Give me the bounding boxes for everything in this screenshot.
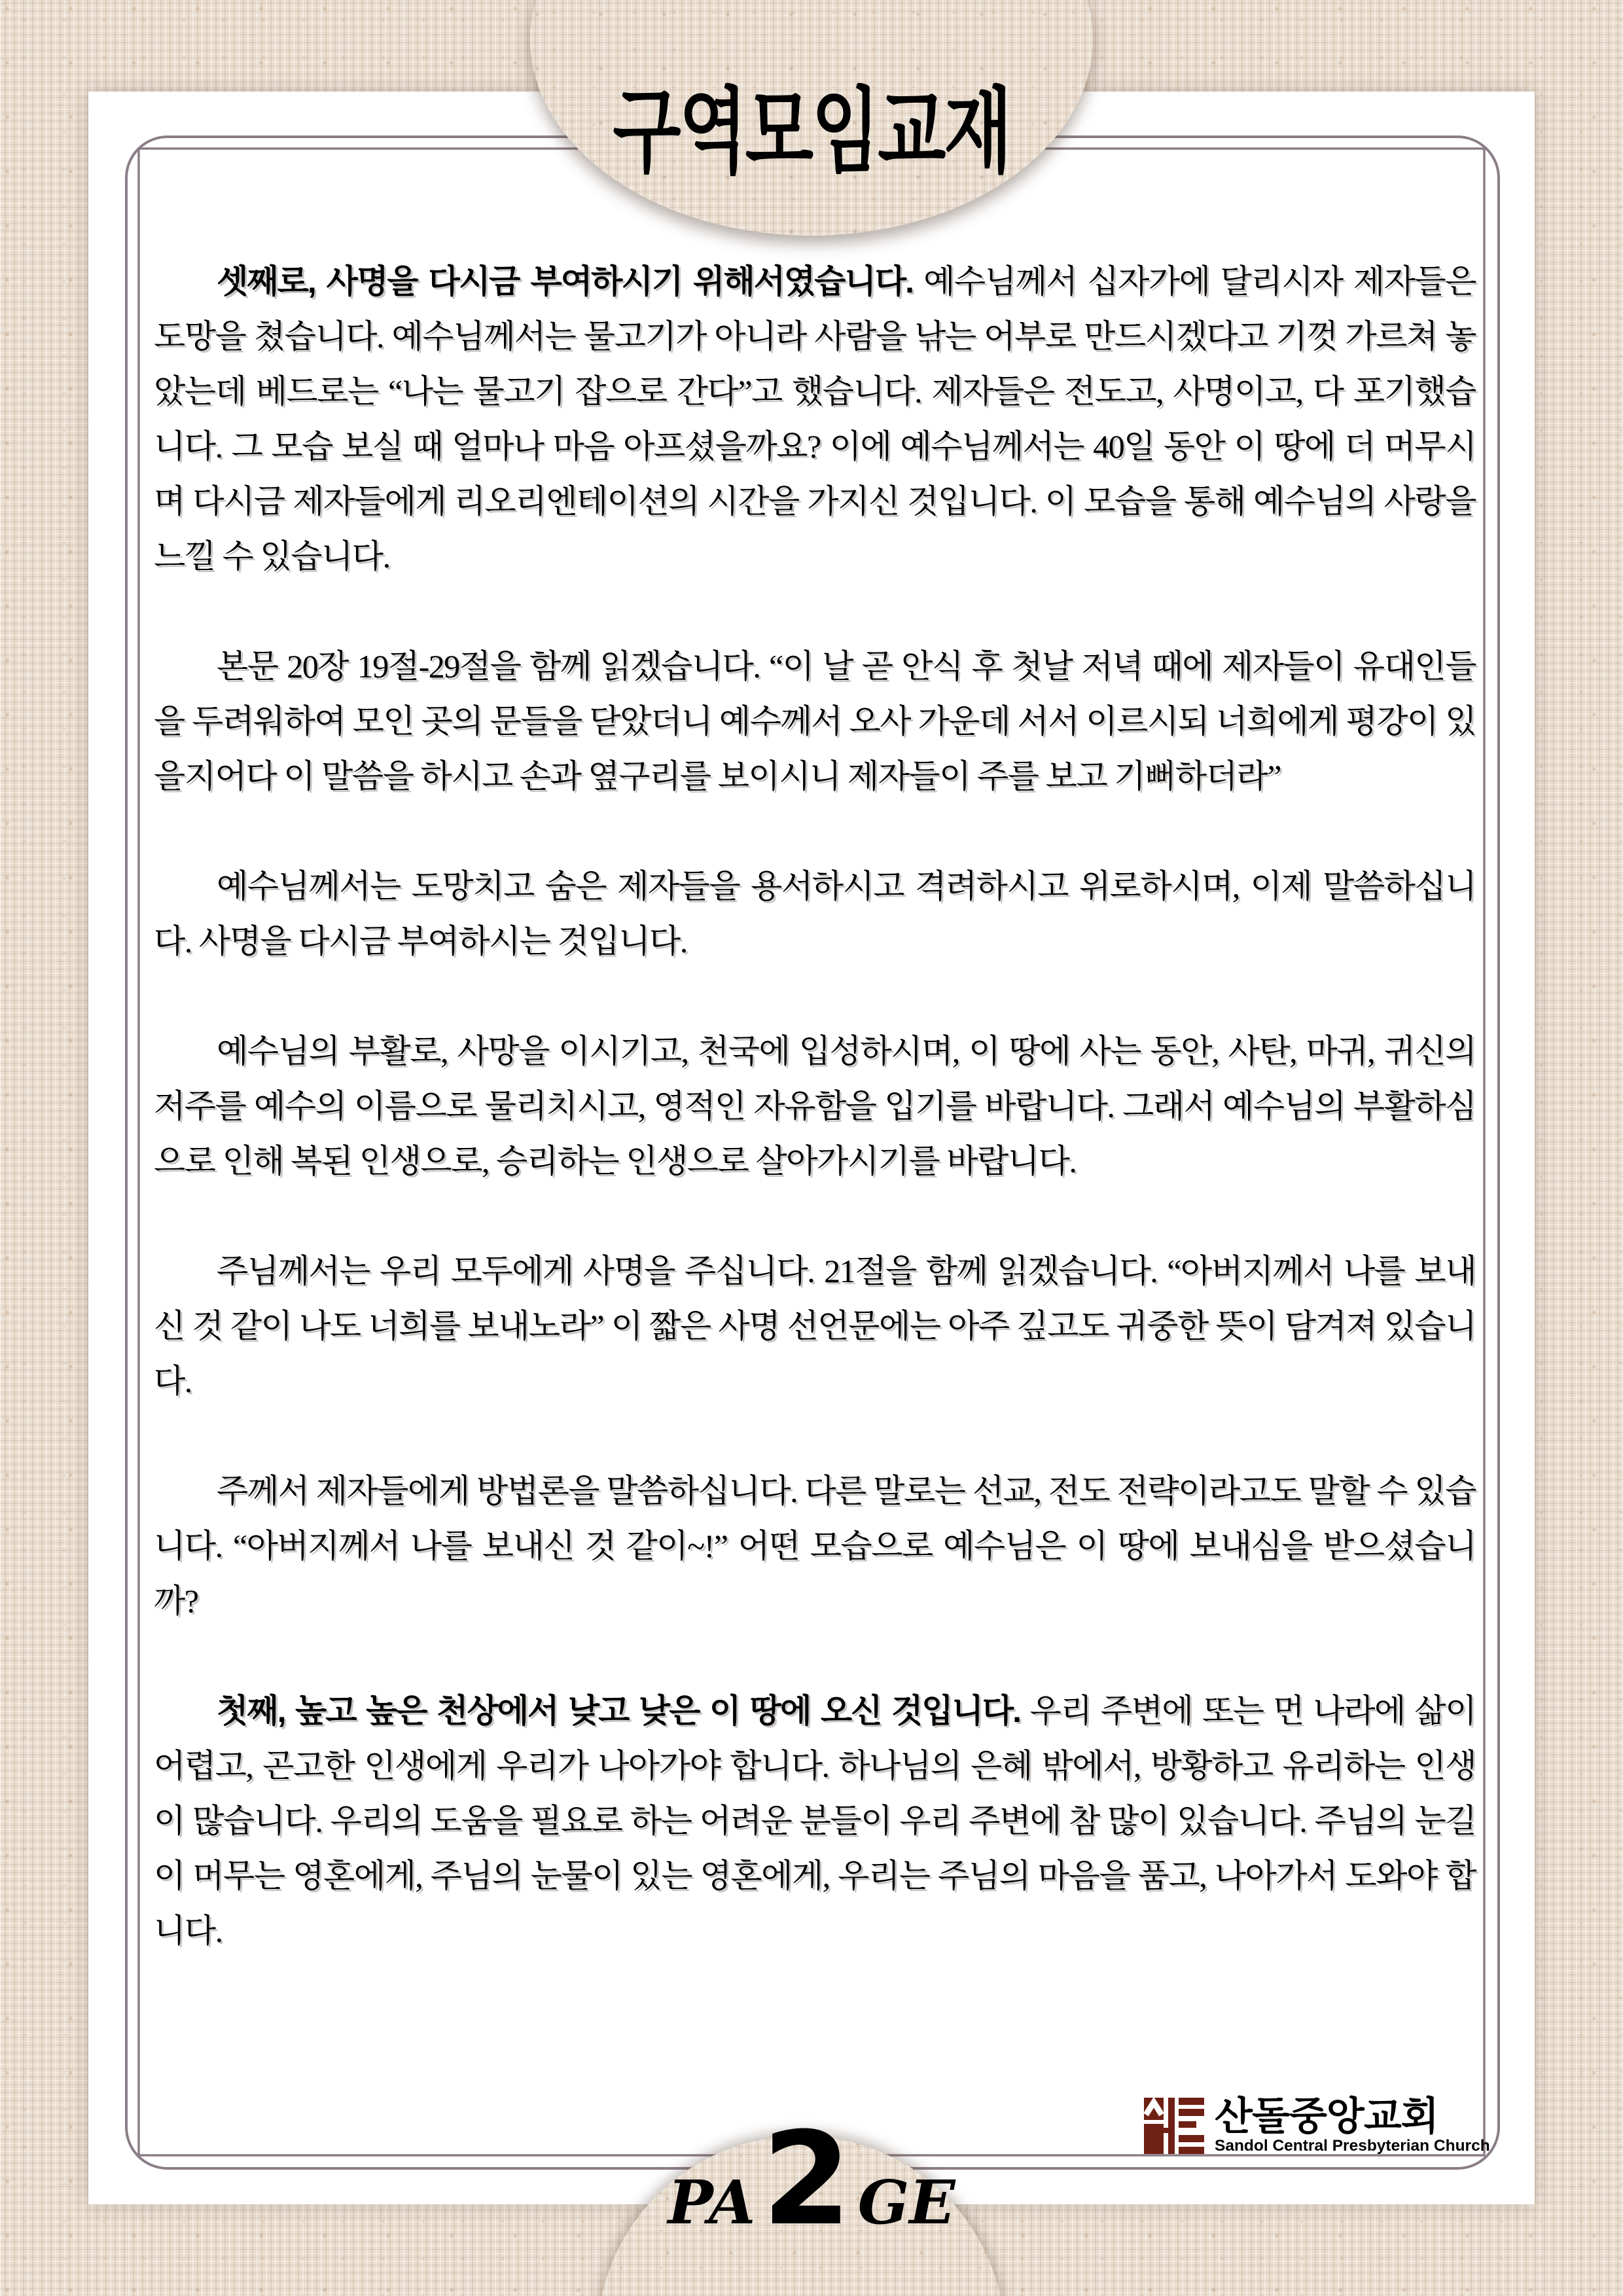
- body-paragraph: [154, 1244, 1476, 1408]
- paragraph-text: 본문 20장 19절-29절을 함께 읽겠습니다. “이 날 곧 안식 후 첫날 저녁 때에 제자들이 유대인들을 두려워하여 모인 곳의 문들을 닫았더니 예수께서 오사 가운데 서서 이르시되 너희에게 평강이 있을지어다 이 말씀을 하시고 손과 옆구리를 보이시니 제자들이 주를 보고 기뻐하더라”: [154, 648, 1476, 795]
- page-label-suffix: GE: [857, 2167, 955, 2238]
- paragraph-lead-bold: 셋째로, 사명을 다시금 부여하시기 위해서였습니다.: [217, 263, 914, 300]
- body-paragraph: [154, 1463, 1476, 1628]
- paragraph-text: 예수님께서 십자가에 달리시자 제자들은 도망을 쳤습니다. 예수님께서는 물고기가 아니라 사람을 낚는 어부로 만드시겠다고 기껏 가르쳐 놓았는데 베드로는 “나는 물고기 잡으로 간다”고 했습니다. 제자들은 전도고, 사명이고, 다 포기했습니다. 그 모습 보실 때 얼마나 마음 아프셨을까요? 이에 예수님께서는 40일 동안 이 땅에 더 머무시며 다시금 제자들에게 리오리엔테이션의 시간을 가지신 것입니다. 이 모습을 통해 예수님의 사랑을 느낄 수 있습니다.: [154, 263, 1476, 575]
- paragraph-text: 예수님의 부활로, 사망을 이시기고, 천국에 입성하시며, 이 땅에 사는 동안, 사탄, 마귀, 귀신의 저주를 예수의 이름으로 물리치시고, 영적인 자유함을 입기를 바랍니다. 그래서 예수님의 부활하심으로 인해 복된 인생으로, 승리하는 인생으로 살아가시기를 바랍니다.: [154, 1033, 1476, 1179]
- body-paragraph: [154, 1024, 1476, 1189]
- document-body: [154, 254, 1476, 1958]
- body-paragraph: [154, 859, 1476, 969]
- paragraph-text: 주님께서는 우리 모두에게 사명을 주십니다. 21절을 함께 읽겠습니다. “아버지께서 나를 보내신 것 같이 나도 너희를 보내노라” 이 짧은 사명 선언문에는 아주 깊고도 귀중한 뜻이 담겨져 있습니다.: [154, 1253, 1476, 1399]
- church-name-english: Sandol Central Presbyterian Church: [1215, 2137, 1490, 2155]
- body-paragraph: [154, 254, 1476, 584]
- page-title: 구역모임교재: [613, 80, 1010, 184]
- page-number: [668, 2105, 955, 2254]
- page-number-value: 2: [762, 2105, 851, 2254]
- church-name-korean: 산돌중앙교회: [1215, 2094, 1438, 2138]
- church-logo-icon: [1144, 2096, 1204, 2155]
- paragraph-lead-bold: 첫째, 높고 높은 천상에서 낮고 낮은 이 땅에 오신 것입니다.: [217, 1693, 1021, 1729]
- paragraph-text: 주께서 제자들에게 방법론을 말씀하십니다. 다른 말로는 선교, 전도 전략이라고도 말할 수 있습니다. “아버지께서 나를 보내신 것 같이~!” 어떤 모습으로 예수님은 이 땅에 보내심을 받으셨습니까?: [154, 1473, 1476, 1619]
- body-paragraph: [154, 639, 1476, 804]
- paragraph-text: 우리 주변에 또는 먼 나라에 삶이 어렵고, 곤고한 인생에게 우리가 나아가야 합니다. 하나님의 은혜 밖에서, 방황하고 유리하는 인생이 많습니다. 우리의 도움을 필요로 하는 어려운 분들이 우리 주변에 참 많이 있습니다. 주님의 눈길이 머무는 영혼에게, 주님의 눈물이 있는 영혼에게, 우리는 주님의 마음을 품고, 나아가서 도와야 합니다.: [154, 1693, 1476, 1949]
- body-paragraph: [154, 1683, 1476, 1958]
- paragraph-text: 예수님께서는 도망치고 숨은 제자들을 용서하시고 격려하시고 위로하시며, 이제 말씀하십니다. 사명을 다시금 부여하시는 것입니다.: [154, 868, 1476, 960]
- page-label-prefix: PA: [668, 2167, 756, 2238]
- church-logo: [1144, 2094, 1490, 2159]
